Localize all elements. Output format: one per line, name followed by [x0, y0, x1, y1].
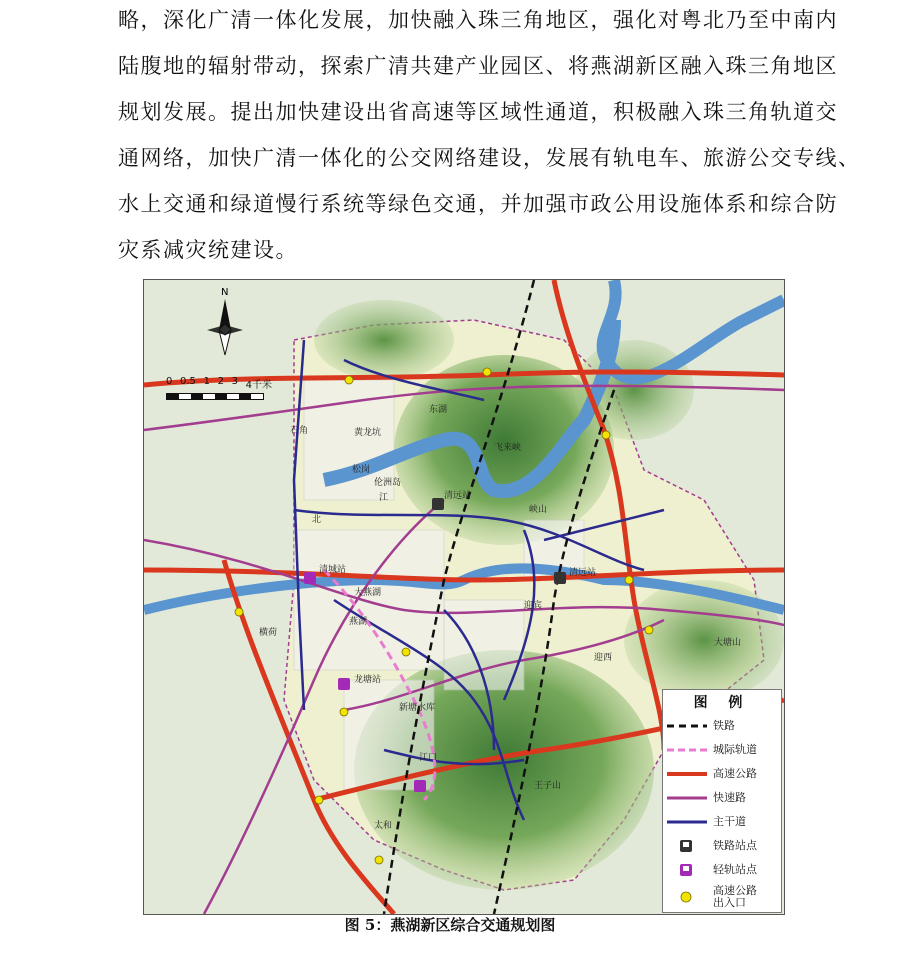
- map-label: 北: [312, 515, 322, 525]
- map-label: 飞来峡: [494, 443, 522, 453]
- legend-label: 快速路: [713, 791, 746, 804]
- legend-label: 轻轨站点: [713, 863, 757, 876]
- map-label: 大塘山: [714, 638, 742, 648]
- legend-label: 高速公路: [713, 767, 757, 780]
- fast-road-icon: [667, 791, 707, 805]
- legend-label: 铁路站点: [713, 839, 757, 852]
- scale-label: 1: [203, 376, 210, 387]
- paragraph-line: 陆腹地的辐射带动，探索广清共建产业园区、将燕湖新区融入珠三角地区: [118, 54, 838, 78]
- legend-item: [663, 810, 781, 834]
- legend-item: [663, 858, 781, 882]
- hill-north: [314, 300, 454, 380]
- scale-label: 0.5: [180, 376, 196, 387]
- hill-east: [624, 580, 784, 700]
- exit-icon: [667, 890, 707, 904]
- map-label: 迎西: [594, 653, 613, 663]
- scale-bar: [166, 376, 276, 400]
- map-label: 燕湖: [349, 617, 368, 627]
- map-label: 横荷: [259, 628, 278, 638]
- paragraph-line: 略，深化广清一体化发展，加快融入珠三角地区，强化对粤北乃至中南内: [118, 8, 838, 32]
- scale-label: 0: [166, 376, 173, 387]
- north-arrow-icon: [205, 285, 245, 360]
- legend-label: 城际轨道: [713, 743, 757, 756]
- map-label: 松岗: [352, 465, 371, 475]
- legend-item: [663, 738, 781, 762]
- north-label: N: [221, 287, 229, 298]
- map-label: 清城站: [319, 565, 347, 575]
- lrt-station-icon: [667, 863, 707, 877]
- map-label: 清远站: [444, 491, 472, 501]
- scale-label: 4千米: [245, 380, 272, 391]
- map-label: 伦洲岛: [374, 478, 402, 488]
- legend-label: 铁路: [713, 719, 735, 732]
- legend-label: 主干道: [713, 815, 746, 828]
- legend-label: 高速公路出入口: [713, 884, 757, 909]
- expressway-icon: [667, 767, 707, 781]
- map-label: 新塘水库: [399, 703, 436, 713]
- legend-item: [663, 882, 781, 912]
- railway-icon: [667, 719, 707, 733]
- legend-item: [663, 762, 781, 786]
- legend-item: [663, 834, 781, 858]
- rail-station-icon: [667, 839, 707, 853]
- map-label: 江: [379, 493, 389, 503]
- paragraph-line: 灾系减灾统建设。: [118, 238, 298, 262]
- scale-label: 3: [231, 376, 238, 387]
- legend-title: 图 例: [693, 695, 751, 711]
- map-label: 迎宾: [524, 601, 543, 611]
- legend-item: [663, 786, 781, 810]
- map-label: 峡山: [529, 505, 548, 515]
- body-paragraph: [118, 0, 861, 276]
- map-label: 江口: [419, 753, 438, 763]
- scale-label: 2: [217, 376, 224, 387]
- map-label: 王子山: [534, 781, 562, 791]
- trunk-road-icon: [667, 815, 707, 829]
- map-label: 黄龙坑: [354, 428, 382, 438]
- figure-caption: 图 5：燕湖新区综合交通规划图: [344, 916, 556, 934]
- paragraph-line: 规划发展。提出加快建设出省高速等区域性通道，积极融入珠三角轨道交: [118, 100, 838, 124]
- map-label: 清远站: [569, 568, 597, 578]
- map-label: 石角: [290, 426, 309, 436]
- legend-item: [663, 714, 781, 738]
- map-label: 东湖: [429, 405, 448, 415]
- paragraph-line: 通网络，加快广清一体化的公交网络建设，发展有轨电车、旅游公交专线、: [118, 146, 861, 170]
- paragraph-line: 水上交通和绿道慢行系统等绿色交通，并加强市政公用设施体系和综合防: [118, 192, 838, 216]
- map-label: 大燕湖: [354, 588, 382, 598]
- map-label: 龙塘站: [354, 675, 382, 685]
- intercity-rail-icon: [667, 743, 707, 757]
- map-label: 太和: [374, 821, 393, 831]
- map-legend: [662, 689, 782, 913]
